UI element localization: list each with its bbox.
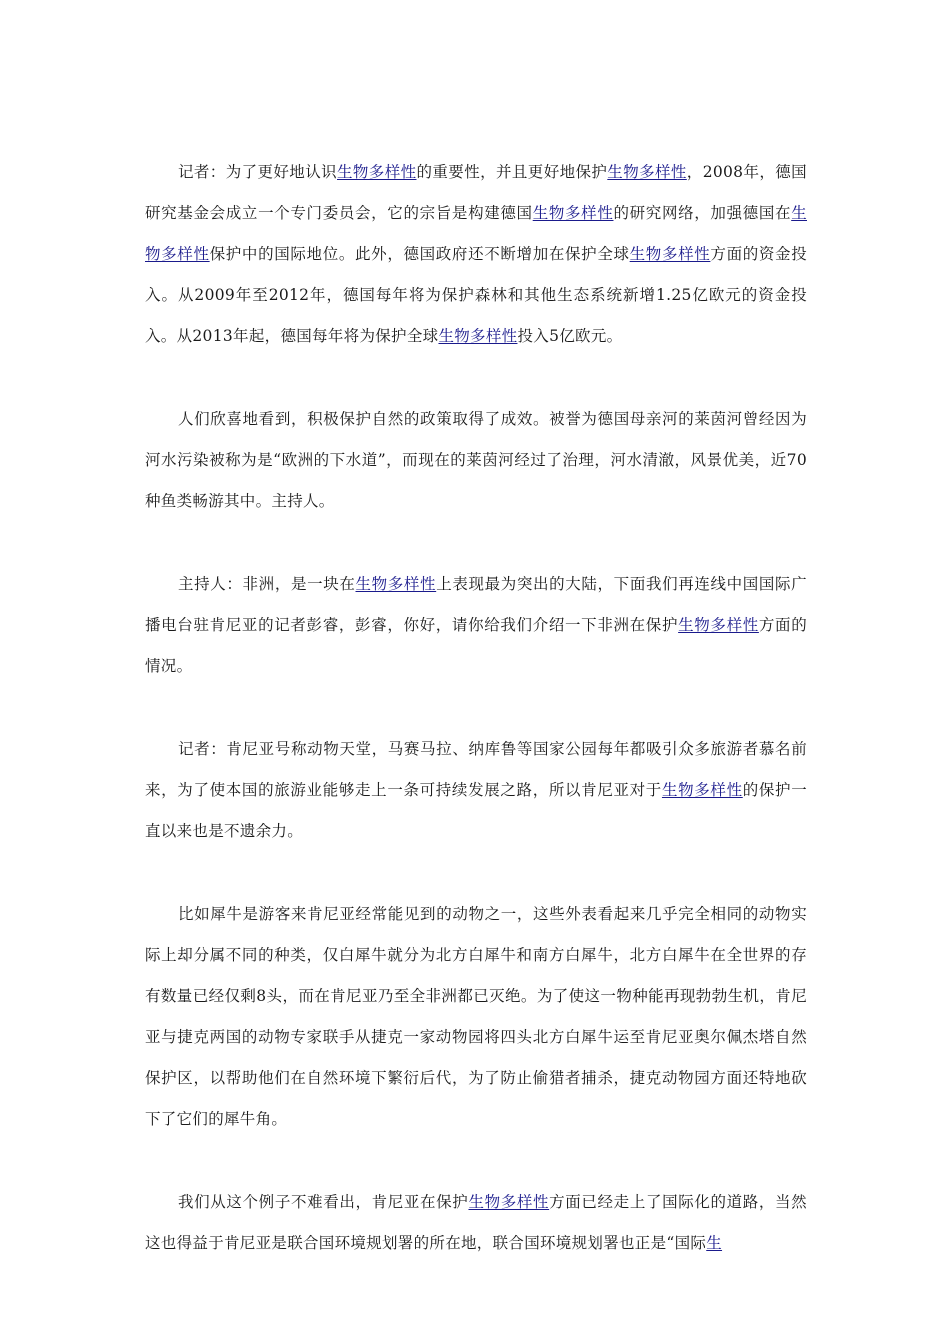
biodiversity-link[interactable]: 生物多样性	[355, 575, 437, 593]
biodiversity-link[interactable]: 生物多样性	[438, 327, 518, 345]
paragraph-text: 记者：为了更好地认识	[178, 163, 337, 181]
paragraph-text: 人们欣喜地看到，积极保护自然的政策取得了成效。被誉为德国母亲河的莱茵河曾经因为河水污染被称为是“欧洲的下水道”，而现在的莱茵河经过了治理，河水清澈，风景优美，近70种鱼类畅游其中。主持人。	[145, 410, 807, 510]
paragraph-text: 保护中的国际地位。此外，德国政府还不断增加在保护全球	[209, 245, 630, 263]
paragraph-text: 的保护一直以来也是不遗余力。	[145, 781, 807, 840]
paragraph-text: 比如犀牛是游客来肯尼亚经常能见到的动物之一，这些外表看起来几乎完全相同的动物实际上却分属不同的种类，仅白犀牛就分为北方白犀牛和南方白犀牛，北方白犀牛在全世界的存有数量已经仅剩8头，而在肯尼亚乃至全非洲都已灭绝。为了使这一物种能再现勃勃生机，肯尼亚与捷克两国的动物专家联手从捷克一家动物园将四头北方白犀牛运至肯尼亚奥尔佩杰塔自然保护区，以帮助他们在自然环境下繁衍后代，为了防止偷猎者捕杀，捷克动物园方面还特地砍下了它们的犀牛角。	[145, 905, 807, 1128]
paragraph-text: 我们从这个例子不难看出，肯尼亚在保护	[178, 1193, 469, 1211]
paragraph-text: 方面已经走上了国际化的道路，当然这也得益于肯尼亚是联合国环境规划署的所在地，联合国环境规划署也正是“国际	[145, 1193, 807, 1252]
document-body	[145, 152, 807, 1306]
paragraph-text: 的研究网络，加强德国在	[613, 204, 792, 222]
paragraph-text: 上表现最为突出的大陆，下面我们再连线中国国际广播电台驻肯尼亚的记者彭睿，彭睿，你好，请你给我们介绍一下非洲在保护	[145, 575, 807, 634]
biodiversity-link[interactable]: 生物多样性	[661, 781, 743, 799]
biodiversity-link[interactable]: 生	[706, 1234, 723, 1252]
paragraph-3	[145, 564, 807, 687]
paragraph-4	[145, 729, 807, 852]
paragraph-text: 的重要性，并且更好地保护	[416, 163, 608, 181]
paragraph-1	[145, 152, 807, 357]
paragraph-text: 方面的资金投入。从2009年至2012年，德国每年将为保护森林和其他生态系统新增1.25亿欧元的资金投入。从2013年起，德国每年将为保护全球	[145, 245, 807, 345]
paragraph-2	[145, 399, 807, 522]
biodiversity-link[interactable]: 生物多样性	[145, 204, 807, 263]
paragraph-6	[145, 1182, 807, 1264]
biodiversity-link[interactable]: 生物多样性	[607, 163, 687, 181]
paragraph-text: 记者：肯尼亚号称动物天堂，马赛马拉、纳库鲁等国家公园每年都吸引众多旅游者慕名前来，为了使本国的旅游业能够走上一条可持续发展之路，所以肯尼亚对于	[145, 740, 807, 799]
biodiversity-link[interactable]: 生物多样性	[337, 163, 417, 181]
paragraph-5	[145, 894, 807, 1140]
biodiversity-link[interactable]: 生物多样性	[468, 1193, 550, 1211]
paragraph-text: 投入5亿欧元。	[517, 327, 623, 345]
biodiversity-link[interactable]: 生物多样性	[678, 616, 759, 634]
biodiversity-link[interactable]: 生物多样性	[532, 204, 614, 222]
paragraph-text: 方面的情况。	[145, 616, 807, 675]
paragraph-text: ，2008年，德国研究基金会成立一个专门委员会，它的宗旨是构建德国	[145, 163, 807, 222]
biodiversity-link[interactable]: 生物多样性	[629, 245, 711, 263]
paragraph-text: 主持人：非洲，是一块在	[178, 575, 356, 593]
